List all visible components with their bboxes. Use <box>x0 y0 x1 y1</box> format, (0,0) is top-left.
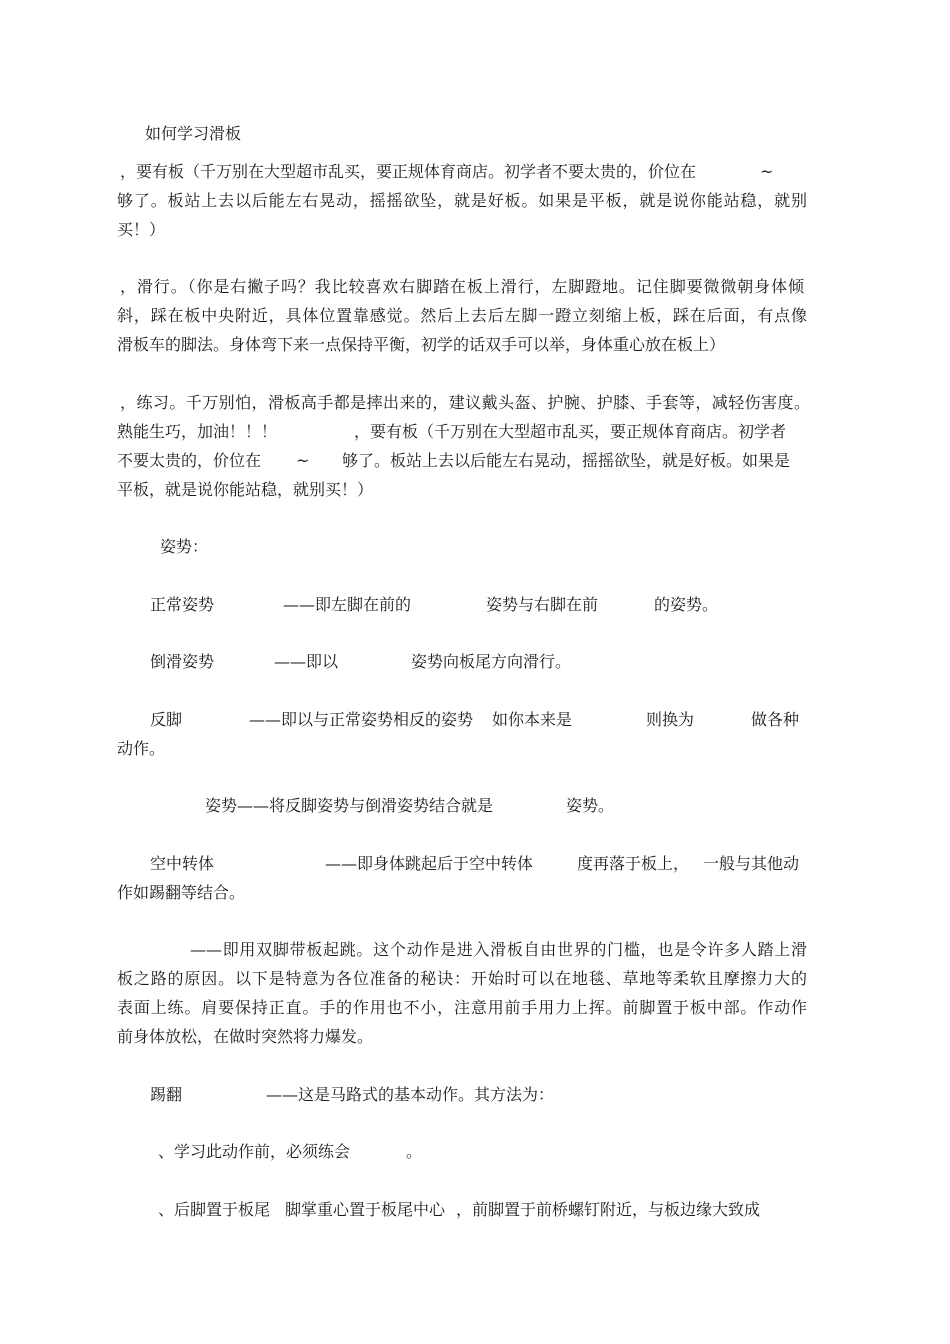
text-line: 滑板车的脚法。身体弯下来一点保持平衡，初学的话双手可以举，身体重心放在板上） <box>117 335 726 354</box>
text-line: 买！） <box>117 220 166 239</box>
term-text: 姿势与右脚在前 <box>486 595 599 614</box>
term-text: ——即身体跳起后于空中转体 <box>325 854 534 873</box>
term-text: 作如踢翻等结合。 <box>117 883 246 902</box>
text-line: 平板，就是说你能站稳，就别买！） <box>117 480 374 499</box>
text-line: ~ <box>760 162 774 181</box>
term-text: 姿势向板尾方向滑行。 <box>411 652 572 671</box>
term-label: 反脚 <box>150 710 183 729</box>
term-text: 做各种 <box>751 710 800 729</box>
text-line: 不要太贵的，价位在 <box>117 451 262 470</box>
text-line: 斜，踩在板中央附近，具体位置靠感觉。然后上去后左脚一蹬立刻缩上板，踩在后面，有点像 <box>117 306 807 325</box>
text-line: 够了。板站上去以后能左右晃动，摇摇欲坠，就是好板。如果是平板，就是说你能站稳，就别 <box>117 191 807 210</box>
term-text: 度再落于板上， <box>577 854 690 873</box>
text-line: ，要有板（千万别在大型超市乱买，要正规体育商店。初学者 <box>354 422 787 441</box>
term-text: 的姿势。 <box>654 595 719 614</box>
step-text: 、后脚置于板尾 <box>158 1200 271 1219</box>
text-line: 表面上练。肩要保持正直。手的作用也不小，注意用前手用力上挥。前脚置于板中部。作动作 <box>117 998 807 1017</box>
text-line: ——即用双脚带板起跳。这个动作是进入滑板自由世界的门槛，也是令许多人踏上滑 <box>190 940 807 959</box>
term-label: 倒滑姿势 <box>150 652 215 671</box>
term-text: 动作。 <box>117 739 166 758</box>
step-text: 。 <box>406 1142 423 1161</box>
step-text: ，前脚置于前桥螺钉附近，与板边缘大致成 <box>456 1200 761 1219</box>
term-label: 空中转体 <box>150 854 215 873</box>
text-line: 板之路的原因。以下是特意为各位准备的秘诀：开始时可以在地毯、草地等柔软且摩擦力大的 <box>117 969 807 988</box>
term-text: ——这是马路式的基本动作。其方法为： <box>266 1085 555 1104</box>
section-heading: 姿势： <box>160 537 209 556</box>
term-text: ——即以 <box>274 652 339 671</box>
term-label: 踢翻 <box>150 1085 183 1104</box>
text-line: 够了。板站上去以后能左右晃动，摇摇欲坠，就是好板。如果是 <box>342 451 791 470</box>
term-text: 如你本来是 <box>492 710 573 729</box>
term-text: 一般与其他动 <box>703 854 800 873</box>
term-text: ——即左脚在前的 <box>283 595 412 614</box>
text-line: ~ <box>296 451 310 470</box>
text-line: ，要有板（千万别在大型超市乱买，要正规体育商店。初学者不要太贵的，价位在 <box>120 162 697 181</box>
term-text: 姿势。 <box>566 796 615 815</box>
term-text: 则换为 <box>646 710 695 729</box>
step-text: 脚掌重心置于板尾中心 <box>285 1200 446 1219</box>
step-text: 、学习此动作前，必须练会 <box>158 1142 351 1161</box>
term-text: 姿势——将反脚姿势与倒滑姿势结合就是 <box>205 796 494 815</box>
page-title: 如何学习滑板 <box>145 124 242 143</box>
text-line: 前身体放松，在做时突然将力爆发。 <box>117 1027 374 1046</box>
text-line: 熟能生巧，加油！！！ <box>117 422 278 441</box>
text-line: ，练习。千万别怕，滑板高手都是摔出来的，建议戴头盔、护腕、护膝、手套等，减轻伤害度。 <box>120 393 810 412</box>
term-label: 正常姿势 <box>150 595 215 614</box>
text-line: ，滑行。（你是右撇子吗？我比较喜欢右脚踏在板上滑行，左脚蹬地。记住脚要微微朝身体倾 <box>120 277 804 296</box>
term-text: ——即以与正常姿势相反的姿势 <box>249 710 474 729</box>
